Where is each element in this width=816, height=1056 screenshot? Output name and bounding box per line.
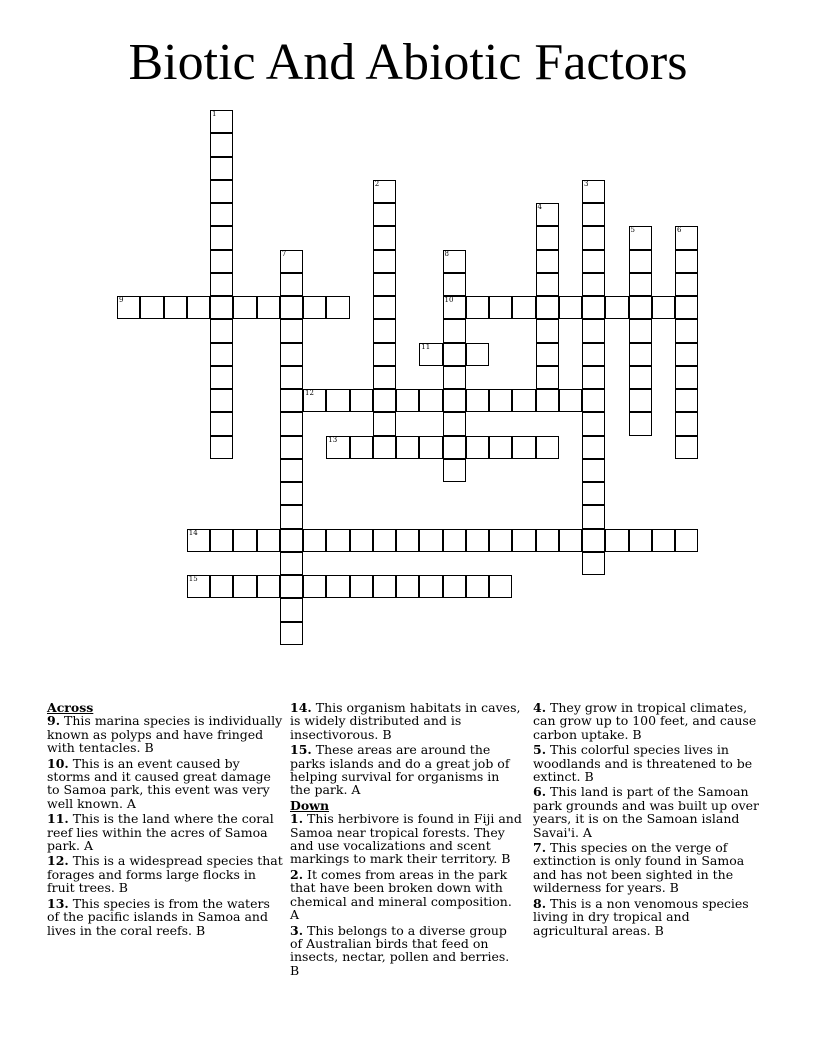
grid-cell[interactable] (582, 459, 605, 482)
clue-text: This is an event caused by storms and it caused great damage to Samoa park, this event was very well known. A (47, 755, 271, 811)
grid-cell[interactable] (443, 389, 466, 412)
clue-number: 6. (533, 784, 547, 800)
grid-cell[interactable] (373, 389, 396, 412)
clue-number: 15. (290, 742, 312, 758)
grid-cell[interactable] (559, 389, 582, 412)
grid-cell[interactable] (675, 343, 698, 366)
clue-down-4 (533, 701, 765, 741)
clue-column-3 (533, 701, 765, 939)
grid-cell[interactable] (443, 296, 466, 319)
grid-cell[interactable] (582, 436, 605, 459)
clue-across-9 (47, 714, 285, 754)
clue-number: 10. (47, 755, 69, 771)
clue-text: These areas are around the parks islands and do a great job of helping survival for organisms in the park. A (290, 742, 510, 798)
grid-cell[interactable] (257, 296, 280, 319)
clue-text: This colorful species lives in woodlands and is threatened to be extinct. B (533, 742, 753, 785)
clue-text: This belongs to a diverse group of Australian birds that feed on insects, nectar, pollen and berries. B (290, 922, 510, 978)
grid-cell[interactable] (629, 529, 652, 552)
grid-cell[interactable] (210, 575, 233, 598)
grid-cell[interactable] (489, 575, 512, 598)
clue-number: 4. (533, 700, 547, 715)
grid-cell[interactable] (629, 389, 652, 412)
grid-cell[interactable] (536, 226, 559, 249)
grid-cell[interactable] (280, 412, 303, 435)
grid-cell[interactable] (419, 436, 442, 459)
grid-cell[interactable] (582, 319, 605, 342)
grid-cell[interactable] (466, 389, 489, 412)
grid-cell[interactable] (536, 250, 559, 273)
grid-cell[interactable] (210, 343, 233, 366)
grid-cell[interactable] (373, 180, 396, 203)
grid-cell[interactable] (443, 412, 466, 435)
grid-cell[interactable] (373, 319, 396, 342)
grid-cell[interactable] (373, 343, 396, 366)
clue-across-10 (47, 757, 285, 811)
clue-text: This herbivore is found in Fiji and Samoa near tropical forests. They and use vocalizations and scent markings to mark their territory. B (290, 811, 522, 867)
grid-cell[interactable] (280, 598, 303, 621)
grid-cell[interactable] (675, 436, 698, 459)
grid-cell[interactable] (303, 575, 326, 598)
cell-number: 1 (212, 110, 217, 118)
clue-text: This is a non venomous species living in dry tropical and agricultural areas. B (533, 895, 749, 938)
grid-cell[interactable] (629, 226, 652, 249)
grid-cell[interactable] (373, 203, 396, 226)
grid-cell[interactable] (489, 529, 512, 552)
clue-text: This species on the verge of extinction is only found in Samoa and has not been sighted in the wilderness for years. B (533, 840, 745, 896)
grid-cell[interactable] (629, 250, 652, 273)
grid-cell[interactable] (582, 203, 605, 226)
grid-cell[interactable] (373, 529, 396, 552)
grid-cell[interactable] (489, 389, 512, 412)
grid-cell[interactable] (280, 622, 303, 645)
grid-cell[interactable] (373, 436, 396, 459)
grid-cell[interactable] (257, 529, 280, 552)
grid-cell[interactable] (396, 389, 419, 412)
grid-cell[interactable] (582, 529, 605, 552)
grid-cell[interactable] (280, 529, 303, 552)
grid-cell[interactable] (443, 436, 466, 459)
grid-cell[interactable] (489, 436, 512, 459)
grid-cell[interactable] (443, 319, 466, 342)
clue-text: This organism habitats in caves, is widely distributed and is insectivorous. B (290, 700, 521, 742)
grid-cell[interactable] (326, 529, 349, 552)
cell-number: 10 (444, 296, 454, 304)
grid-cell[interactable] (350, 529, 373, 552)
grid-cell[interactable] (210, 412, 233, 435)
grid-cell[interactable] (443, 575, 466, 598)
grid-cell[interactable] (350, 575, 373, 598)
cell-number: 3 (584, 179, 589, 188)
grid-cell[interactable] (210, 157, 233, 180)
grid-cell[interactable] (443, 366, 466, 389)
grid-cell[interactable] (536, 319, 559, 342)
grid-cell[interactable] (675, 389, 698, 412)
clue-down-7 (533, 841, 765, 895)
grid-cell[interactable] (536, 343, 559, 366)
grid-cell[interactable] (233, 529, 256, 552)
grid-cell[interactable] (396, 575, 419, 598)
across-header: Across (47, 700, 94, 715)
clue-across-15 (290, 743, 522, 797)
clue-down-2 (290, 868, 522, 922)
grid-cell[interactable] (536, 296, 559, 319)
clue-number: 12. (47, 853, 69, 869)
clue-number: 5. (533, 742, 547, 758)
grid-cell[interactable] (419, 343, 442, 366)
grid-cell[interactable] (582, 250, 605, 273)
grid-cell[interactable] (559, 296, 582, 319)
clue-across-14 (290, 701, 522, 741)
clue-down-5 (533, 743, 765, 783)
grid-cell[interactable] (210, 180, 233, 203)
grid-cell[interactable] (373, 250, 396, 273)
grid-cell[interactable] (280, 343, 303, 366)
grid-cell[interactable] (675, 529, 698, 552)
clue-across-13 (47, 897, 285, 937)
grid-cell[interactable] (326, 296, 349, 319)
clue-down-1 (290, 812, 522, 866)
clue-number: 9. (47, 713, 61, 729)
grid-cell[interactable] (582, 343, 605, 366)
grid-cell[interactable] (210, 366, 233, 389)
grid-cell[interactable] (582, 552, 605, 575)
grid-cell[interactable] (396, 436, 419, 459)
cell-number: 8 (444, 249, 449, 258)
grid-cell[interactable] (280, 273, 303, 296)
grid-cell[interactable] (419, 389, 442, 412)
grid-cell[interactable] (280, 319, 303, 342)
clue-number: 1. (290, 811, 304, 827)
cell-number: 2 (374, 179, 380, 188)
clue-text: It comes from areas in the park that have been broken down with chemical and mineral composition. A (290, 866, 512, 923)
clue-column-2 (290, 701, 522, 979)
grid-cell[interactable] (350, 436, 373, 459)
grid-cell[interactable] (210, 389, 233, 412)
grid-cell[interactable] (210, 296, 233, 319)
clue-column-1 (47, 701, 285, 939)
grid-cell[interactable] (582, 226, 605, 249)
grid-cell[interactable] (536, 203, 559, 226)
grid-cell[interactable] (326, 436, 349, 459)
grid-cell[interactable] (675, 319, 698, 342)
cell-number: 12 (305, 389, 314, 397)
grid-cell[interactable] (559, 529, 582, 552)
cell-number: 14 (188, 528, 198, 537)
grid-cell[interactable] (350, 389, 373, 412)
cell-number: 4 (537, 203, 542, 211)
clue-text: This is a widespread species that forages and forms large flocks in fruit trees. B (47, 853, 283, 896)
clue-across-12 (47, 854, 285, 894)
grid-cell[interactable] (466, 575, 489, 598)
cell-number: 6 (677, 226, 682, 235)
grid-cell[interactable] (373, 226, 396, 249)
grid-cell[interactable] (443, 343, 466, 366)
grid-cell[interactable] (210, 529, 233, 552)
grid-cell[interactable] (373, 366, 396, 389)
clue-number: 2. (290, 866, 304, 882)
grid-cell[interactable] (257, 575, 280, 598)
grid-cell[interactable] (326, 575, 349, 598)
grid-cell[interactable] (675, 250, 698, 273)
grid-cell[interactable] (629, 366, 652, 389)
grid-cell[interactable] (582, 505, 605, 528)
grid-cell[interactable] (652, 296, 675, 319)
grid-cell[interactable] (582, 296, 605, 319)
grid-cell[interactable] (512, 389, 535, 412)
clue-down-8 (533, 897, 765, 937)
grid-cell[interactable] (303, 296, 326, 319)
grid-cell[interactable] (536, 529, 559, 552)
clue-number: 3. (290, 922, 304, 938)
grid-cell[interactable] (326, 389, 349, 412)
grid-cell[interactable] (280, 436, 303, 459)
grid-cell[interactable] (443, 250, 466, 273)
grid-cell[interactable] (187, 575, 210, 598)
grid-cell[interactable] (489, 296, 512, 319)
grid-cell[interactable] (652, 529, 675, 552)
grid-cell[interactable] (582, 412, 605, 435)
grid-cell[interactable] (629, 412, 652, 435)
grid-cell[interactable] (187, 529, 210, 552)
grid-cell[interactable] (303, 529, 326, 552)
grid-cell[interactable] (373, 575, 396, 598)
grid-cell[interactable] (303, 389, 326, 412)
grid-cell[interactable] (280, 389, 303, 412)
grid-cell[interactable] (210, 203, 233, 226)
grid-cell[interactable] (280, 482, 303, 505)
grid-cell[interactable] (210, 110, 233, 133)
grid-cell[interactable] (675, 273, 698, 296)
clue-text: This is the land where the coral reef lies within the acres of Samoa park. A (47, 811, 274, 854)
grid-cell[interactable] (210, 319, 233, 342)
grid-cell[interactable] (466, 343, 489, 366)
grid-cell[interactable] (280, 366, 303, 389)
grid-cell[interactable] (582, 180, 605, 203)
cell-number: 7 (281, 249, 287, 258)
grid-cell[interactable] (605, 529, 628, 552)
clue-text: This species is from the waters of the pacific islands in Samoa and lives in the coral reefs. B (47, 895, 270, 938)
grid-cell[interactable] (536, 273, 559, 296)
grid-cell[interactable] (280, 459, 303, 482)
cell-number: 5 (630, 226, 635, 235)
clue-text: This marina species is individually known as polyps and have fringed with tentacles. B (47, 713, 283, 756)
clue-down-6 (533, 785, 765, 839)
clue-number: 7. (533, 840, 547, 856)
grid-cell[interactable] (582, 482, 605, 505)
grid-cell[interactable] (233, 575, 256, 598)
grid-cell[interactable] (675, 226, 698, 249)
grid-cell[interactable] (582, 366, 605, 389)
grid-cell[interactable] (210, 250, 233, 273)
grid-cell[interactable] (675, 366, 698, 389)
grid-cell[interactable] (466, 296, 489, 319)
grid-cell[interactable] (536, 366, 559, 389)
cell-number: 11 (421, 342, 431, 351)
grid-cell[interactable] (536, 436, 559, 459)
grid-cell[interactable] (280, 250, 303, 273)
grid-cell[interactable] (629, 273, 652, 296)
grid-cell[interactable] (373, 412, 396, 435)
grid-cell[interactable] (373, 296, 396, 319)
grid-cell[interactable] (443, 273, 466, 296)
grid-cell[interactable] (512, 296, 535, 319)
grid-cell[interactable] (117, 296, 140, 319)
clue-text: This land is part of the Samoan park grounds and was built up over years, it is on the Samoan island Savai'i. A (533, 784, 760, 840)
grid-cell[interactable] (675, 412, 698, 435)
grid-cell[interactable] (210, 436, 233, 459)
cell-number: 9 (119, 296, 124, 304)
grid-cell[interactable] (280, 505, 303, 528)
grid-cell[interactable] (629, 296, 652, 319)
clue-down-3 (290, 924, 522, 978)
grid-cell[interactable] (605, 296, 628, 319)
grid-cell[interactable] (210, 273, 233, 296)
page-title: Biotic And Abiotic Factors (128, 34, 688, 91)
grid-cell[interactable] (164, 296, 187, 319)
grid-cell[interactable] (443, 529, 466, 552)
grid-cell[interactable] (210, 133, 233, 156)
grid-cell[interactable] (675, 296, 698, 319)
grid-cell[interactable] (280, 552, 303, 575)
clue-text: They grow in tropical climates, can grow up to 100 feet, and cause carbon uptake. B (533, 700, 757, 742)
cell-number: 13 (328, 435, 338, 444)
grid-cell[interactable] (187, 296, 210, 319)
grid-cell[interactable] (419, 575, 442, 598)
cell-number: 15 (188, 575, 198, 583)
grid-cell[interactable] (466, 436, 489, 459)
grid-cell[interactable] (582, 273, 605, 296)
grid-cell[interactable] (629, 319, 652, 342)
clue-number: 14. (290, 700, 312, 715)
grid-cell[interactable] (512, 529, 535, 552)
clue-number: 13. (47, 895, 69, 911)
clue-across-11 (47, 812, 285, 852)
grid-cell[interactable] (396, 529, 419, 552)
grid-cell[interactable] (419, 529, 442, 552)
grid-cell[interactable] (582, 389, 605, 412)
grid-cell[interactable] (536, 389, 559, 412)
grid-cell[interactable] (210, 226, 233, 249)
down-header: Down (290, 797, 330, 813)
grid-cell[interactable] (233, 296, 256, 319)
grid-cell[interactable] (280, 296, 303, 319)
grid-cell[interactable] (629, 343, 652, 366)
grid-cell[interactable] (466, 529, 489, 552)
grid-cell[interactable] (512, 436, 535, 459)
grid-cell[interactable] (140, 296, 163, 319)
grid-cell[interactable] (373, 273, 396, 296)
clue-number: 8. (533, 895, 547, 911)
clue-number: 11. (47, 811, 69, 827)
grid-cell[interactable] (443, 459, 466, 482)
grid-cell[interactable] (280, 575, 303, 598)
